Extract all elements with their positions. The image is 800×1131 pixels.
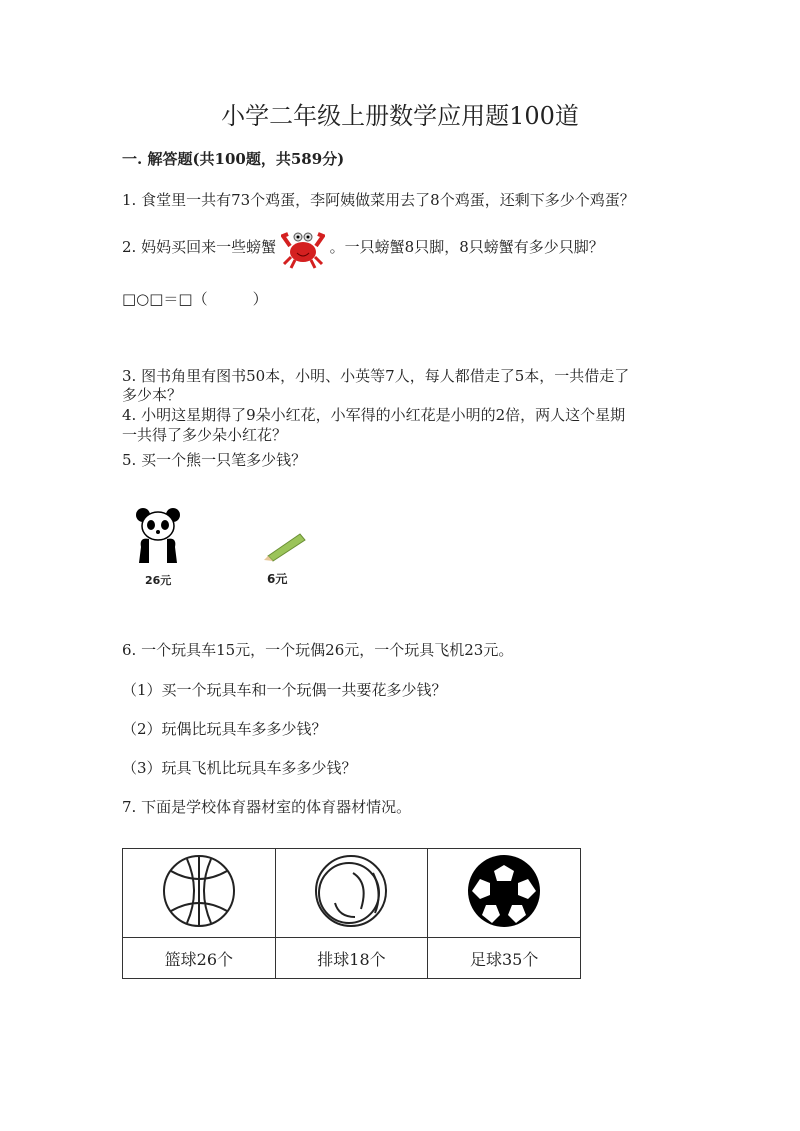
football-cell xyxy=(428,849,581,938)
question-6-sub-2: （2）玩偶比玩具车多多少钱？ xyxy=(122,720,327,738)
question-4-line-1: 4. 小明这星期得了9朵小红花，小军得的小红花是小明的2倍，两人这个星期 xyxy=(122,406,626,424)
pencil-price: 6元 xyxy=(267,572,288,586)
question-6: 6. 一个玩具车15元，一个玩偶26元，一个玩具飞机23元。 xyxy=(122,641,514,659)
question-2 xyxy=(122,230,604,270)
volleyball-icon xyxy=(313,853,389,929)
page-title: 小学二年级上册数学应用题100道 xyxy=(221,102,579,130)
question-4-line-2: 一共得了多少朵小红花？ xyxy=(122,426,288,444)
panda-price: 26元 xyxy=(145,574,172,587)
question-3-line-2: 多少本？ xyxy=(122,386,183,404)
question-2-text-a: 2. 妈妈买回来一些螃蟹 xyxy=(122,238,277,256)
football-icon xyxy=(466,853,542,929)
answer-formula: □○□＝□（ ） xyxy=(122,290,268,308)
equipment-table xyxy=(122,848,581,979)
question-5: 5. 买一个熊一只笔多少钱？ xyxy=(122,451,307,469)
pencil-icon xyxy=(262,530,308,562)
basketball-cell xyxy=(123,849,276,938)
question-2-text-b: 。一只螃蟹8只脚，8只螃蟹有多少只脚？ xyxy=(329,238,604,256)
question-3-line-1: 3. 图书角里有图书50本，小明、小英等7人，每人都借走了5本，一共借走了 xyxy=(122,367,630,385)
volleyball-count: 排球18个 xyxy=(275,938,428,979)
question-7: 7. 下面是学校体育器材室的体育器材情况。 xyxy=(122,798,412,816)
basketball-count: 篮球26个 xyxy=(123,938,276,979)
question-6-sub-3: （3）玩具飞机比玩具车多多少钱？ xyxy=(122,759,357,777)
crab-icon xyxy=(281,230,325,270)
question-1: 1. 食堂里一共有73个鸡蛋，李阿姨做菜用去了8个鸡蛋，还剩下多少个鸡蛋？ xyxy=(122,191,635,209)
football-count: 足球35个 xyxy=(428,938,581,979)
basketball-icon xyxy=(161,853,237,929)
question-6-sub-1: （1）买一个玩具车和一个玩偶一共要花多少钱？ xyxy=(122,681,447,699)
section-heading: 一. 解答题(共100题，共589分) xyxy=(122,150,345,168)
volleyball-cell xyxy=(275,849,428,938)
panda-icon xyxy=(135,507,181,565)
